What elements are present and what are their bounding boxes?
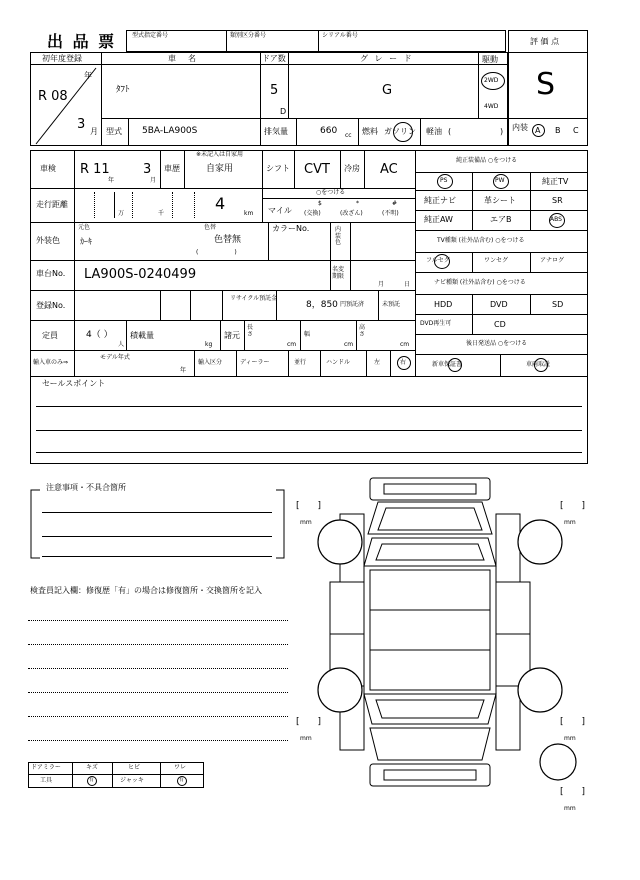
mileage-value: 4 [215, 194, 226, 213]
tyre-mm-rr: mm [564, 735, 576, 742]
inspection-month: 3 [143, 162, 152, 177]
recycle-suffix: 円預託済 [340, 301, 365, 308]
ac-label: 冷房 [344, 164, 360, 173]
divider [114, 192, 115, 218]
tv-analog: アナログ [540, 257, 565, 264]
navi-label: ナビ種類 (社外品含む) ○をつける [434, 279, 526, 286]
category-label: 類別区分番号 [230, 32, 267, 39]
shift-value: CVT [304, 162, 330, 177]
import-category-label: 輸入区分 [198, 359, 223, 366]
divider [262, 198, 415, 199]
divider [126, 320, 127, 350]
capacity-value: 4（ ） [86, 330, 113, 340]
doors-suffix: D [280, 107, 287, 116]
ac-value: AC [380, 162, 398, 177]
tv-full-seg: フルセグ [426, 257, 450, 264]
month-unit: 月 [90, 127, 98, 136]
divider [222, 290, 223, 320]
model-year-unit: 年 [180, 367, 187, 374]
import-label: 輸入車のみ⇒ [33, 359, 69, 366]
divider [364, 150, 365, 188]
divider [30, 320, 415, 321]
serial-label: シリアル番号 [322, 32, 358, 39]
color-no-label: カラーNo. [272, 224, 310, 233]
height-cm: cm [400, 341, 410, 348]
vehicle-name: ﾀﾌﾄ [116, 85, 130, 95]
mileage-sen: 千 [158, 210, 165, 217]
capacity-label: 定員 [42, 331, 58, 340]
mileage-unit: km [244, 210, 254, 217]
crack-label: ヒビ [128, 764, 141, 771]
scratch-label: キズ [86, 764, 98, 771]
color-label: 外装色 [36, 236, 60, 245]
divider [415, 172, 588, 173]
divider [415, 314, 588, 315]
inspector-line [28, 692, 288, 693]
divider [415, 252, 588, 253]
sales-line [36, 406, 582, 407]
divider [530, 252, 531, 272]
divider [296, 118, 297, 146]
equipment-genuine-label: 純正装備品 ○をつける [456, 157, 518, 164]
width-label: 幅 [304, 331, 311, 338]
drive-2wd: 2WD [484, 77, 499, 84]
divider [30, 222, 415, 223]
displacement-unit: cc [345, 132, 352, 139]
interior-color-label: 内装色 [335, 226, 342, 247]
inspection-month-unit: 月 [150, 177, 157, 184]
tyre-bracket-spare: [ ] [560, 787, 586, 797]
tyre-bracket-fr: [ ] [560, 501, 586, 511]
sales-point-label: セールスポイント [42, 379, 106, 388]
divider [356, 320, 357, 350]
mileage-tamper: (改ざん) [340, 210, 363, 217]
tyre-bracket-rr: [ ] [560, 717, 586, 727]
divider [288, 52, 289, 118]
divider [320, 350, 321, 376]
divider [268, 222, 269, 260]
color-current-value: 色替無 [214, 235, 242, 245]
divider [472, 294, 473, 334]
mileage-man: 万 [118, 210, 125, 217]
divider [530, 294, 531, 314]
divider [72, 762, 73, 788]
divider [478, 52, 479, 118]
caution-line [42, 512, 272, 513]
navi-hdd: HDD [434, 300, 453, 309]
rating-value: S [536, 67, 556, 102]
dimension-label: 諸元 [224, 331, 240, 340]
usage-label: 車歴 [164, 164, 180, 173]
load-label: 積載量 [130, 331, 154, 340]
divider [288, 350, 289, 376]
mileage-mile: マイル [268, 206, 292, 215]
chassis-label: 車台No. [36, 269, 66, 278]
name-change-month: 月 [378, 281, 385, 288]
shift-label: シフト [266, 164, 290, 173]
equip-genuine-navi: 純正ナビ [424, 196, 456, 205]
height-label: 高さ [359, 324, 366, 338]
divider [366, 350, 367, 376]
equip-leather-seat: 革シート [484, 196, 516, 205]
caution-bracket [28, 484, 288, 560]
import-dealer: ディーラー [240, 359, 270, 366]
tv-label: TV種類 (社外品含む) ○をつける [437, 237, 525, 244]
divider [472, 172, 473, 230]
divider [300, 320, 301, 350]
divider [294, 150, 295, 188]
light-oil-label: 軽油 [426, 127, 442, 136]
divider [415, 150, 416, 376]
handle-right: 右 [400, 359, 407, 366]
recycle-value: 8，850 [306, 300, 338, 310]
import-parallel: 並行 [294, 359, 307, 366]
equip-pw: PW [495, 177, 505, 184]
divider [276, 290, 277, 320]
divider [262, 188, 263, 222]
color-orig-value: ｶｰｷ [80, 237, 92, 246]
divider [160, 150, 161, 188]
chassis-value: LA900S-0240499 [84, 267, 197, 282]
divider [415, 354, 588, 355]
tyre-bracket-rl: [ ] [296, 717, 322, 727]
divider [194, 192, 195, 218]
inspector-line [28, 620, 288, 621]
length-cm: cm [287, 341, 297, 348]
divider [472, 252, 473, 272]
exchange-sym: $ [318, 200, 322, 207]
caution-label: 注意事項・不具合箇所 [46, 483, 126, 492]
divider [184, 150, 185, 188]
divider [420, 118, 421, 146]
divider [101, 52, 102, 146]
equip-genuine-tv: 純正TV [542, 177, 569, 186]
registration-label: 登録No. [36, 301, 66, 310]
mileage-circle-note: ○をつける [316, 189, 346, 196]
paren-open: ( [448, 127, 452, 136]
name-change-label: 名変期限 [332, 266, 345, 281]
divider [194, 350, 195, 376]
recycle-label: リサイクル預託金 [230, 295, 278, 302]
tv-one-seg: ワンセグ [484, 257, 509, 264]
divider [530, 172, 531, 230]
interior-b: B [555, 126, 561, 135]
doors-value: 5 [270, 83, 279, 98]
mileage-unknown: (不明) [382, 210, 399, 217]
grade-label: グ レ ー ド [360, 54, 414, 63]
first-reg-label: 初年度登録 [42, 54, 82, 63]
load-unit: kg [205, 341, 213, 348]
displacement-value: 660 [320, 126, 338, 136]
divider [132, 192, 133, 218]
model-value: 5BA-LA900S [142, 126, 198, 136]
door-mirror-label: ドアミラー [31, 764, 61, 771]
inspector-line [28, 716, 288, 717]
drive-label: 駆動 [482, 55, 498, 64]
usage-note: ※未記入は自家用 [196, 151, 244, 158]
divider [94, 192, 95, 218]
tyre-mm-spare: mm [564, 805, 576, 812]
handle-label: ハンドル [326, 359, 351, 366]
equip-airbag: エアB [490, 215, 512, 224]
car-diagram [300, 474, 580, 792]
divider [378, 290, 379, 320]
sales-line [36, 430, 582, 431]
width-cm: cm [344, 341, 354, 348]
divider [500, 354, 501, 376]
inspector-label: 検査員記入欄：修復歴「有」の場合は修復箇所・交換箇所を記入 [30, 586, 262, 595]
paren-close: ) [500, 127, 504, 136]
interior-a: A [535, 126, 541, 135]
navi-cd: CD [494, 320, 506, 329]
inspector-line [28, 668, 288, 669]
divider [508, 118, 588, 119]
first-reg-month: 3 [77, 117, 86, 132]
divider [30, 376, 588, 377]
equip-ps: PS [440, 177, 448, 184]
mileage-label: 走行距離 [36, 200, 68, 209]
divider [508, 52, 588, 53]
inspector-line [28, 740, 288, 741]
interior-c: C [573, 126, 579, 135]
tamper-sym: * [356, 200, 359, 207]
divider [190, 290, 191, 320]
divider [415, 190, 588, 191]
jack-label: ジャッキ [120, 777, 144, 784]
form-title: 出 品 票 [47, 32, 117, 51]
tyre-bracket-fl: [ ] [296, 501, 322, 511]
equip-genuine-aw: 純正AW [424, 215, 453, 224]
inspection-value: R 11 [80, 162, 110, 177]
grade-value: G [382, 83, 393, 98]
navi-dvd-play: DVD再生可 [420, 320, 452, 327]
recycle-unpaid: 未預託 [382, 301, 401, 308]
inspection-year-unit: 年 [108, 177, 115, 184]
mileage-exchange: (交換) [304, 210, 321, 217]
name-label: 車 名 [168, 54, 198, 63]
tyre-mm-fr: mm [564, 519, 576, 526]
tool-mark: 有 [89, 777, 95, 783]
navi-dvd: DVD [490, 300, 508, 309]
divider [260, 52, 261, 118]
caution-line [42, 556, 272, 557]
displacement-label: 排気量 [264, 127, 288, 136]
divider [262, 150, 263, 188]
caution-line [42, 536, 272, 537]
tyre-mm-rl: mm [300, 735, 312, 742]
inspector-line [28, 644, 288, 645]
divider [350, 222, 351, 260]
usage-value: 自家用 [206, 164, 234, 174]
doors-label: ドア数 [262, 54, 286, 63]
divider [358, 118, 359, 146]
divider [330, 222, 331, 260]
equip-abs: ABS [550, 216, 562, 223]
unknown-sym: # [392, 200, 398, 207]
interior-label: 内装 [512, 123, 528, 132]
model-cert-label: 型式指定番号 [132, 32, 169, 39]
divider [28, 774, 204, 775]
model-year-label: モデル年式 [100, 354, 130, 361]
divider [236, 350, 237, 376]
divider [160, 290, 161, 320]
divider [415, 272, 588, 273]
header-id-box [126, 30, 506, 52]
divider [74, 150, 75, 376]
divider [390, 350, 391, 376]
fuel-value: ガソリン [384, 127, 416, 136]
name-change-day: 日 [404, 281, 411, 288]
divider [318, 30, 319, 52]
tool-label: 工具 [40, 777, 53, 784]
drive-4wd: 4WD [484, 103, 499, 110]
rating-label: 評 価 点 [530, 37, 560, 46]
divider [415, 210, 588, 211]
divider [30, 350, 415, 351]
divider [415, 230, 588, 231]
divider [30, 188, 415, 189]
capacity-person: 人 [118, 341, 125, 348]
first-reg-era: R 08 [38, 89, 68, 104]
inspection-label: 車検 [40, 164, 56, 173]
navi-sd: SD [552, 300, 564, 309]
divider [415, 294, 588, 295]
color-paren: ( ) [196, 249, 237, 256]
color-current-label: 色替 [204, 224, 217, 231]
color-orig-label: 元色 [78, 224, 91, 231]
divider [128, 118, 129, 146]
later-warranty: 新車保証書 [432, 361, 463, 368]
divider [415, 334, 588, 335]
year-unit: 年 [84, 71, 92, 80]
divider [226, 30, 227, 52]
fuel-label: 燃料 [362, 127, 378, 136]
divider [340, 150, 341, 188]
divider [30, 260, 415, 261]
divider [101, 118, 508, 119]
break-label: ワレ [174, 764, 187, 771]
divider [330, 260, 331, 290]
later-label: 後日発送品 ○をつける [466, 340, 528, 347]
divider [160, 762, 161, 788]
model-label: 型式 [106, 127, 122, 136]
divider [220, 320, 221, 350]
divider [350, 260, 351, 290]
sales-line [36, 452, 582, 453]
divider [172, 192, 173, 218]
handle-left: 左 [374, 359, 381, 366]
length-label: 長さ [247, 324, 254, 338]
equip-sr: SR [552, 196, 563, 205]
jack-mark: 有 [179, 777, 185, 783]
later-manual: 車両取説 [526, 361, 551, 368]
divider [112, 762, 113, 788]
divider [260, 118, 261, 146]
divider [244, 320, 245, 350]
tyre-mm-fl: mm [300, 519, 312, 526]
